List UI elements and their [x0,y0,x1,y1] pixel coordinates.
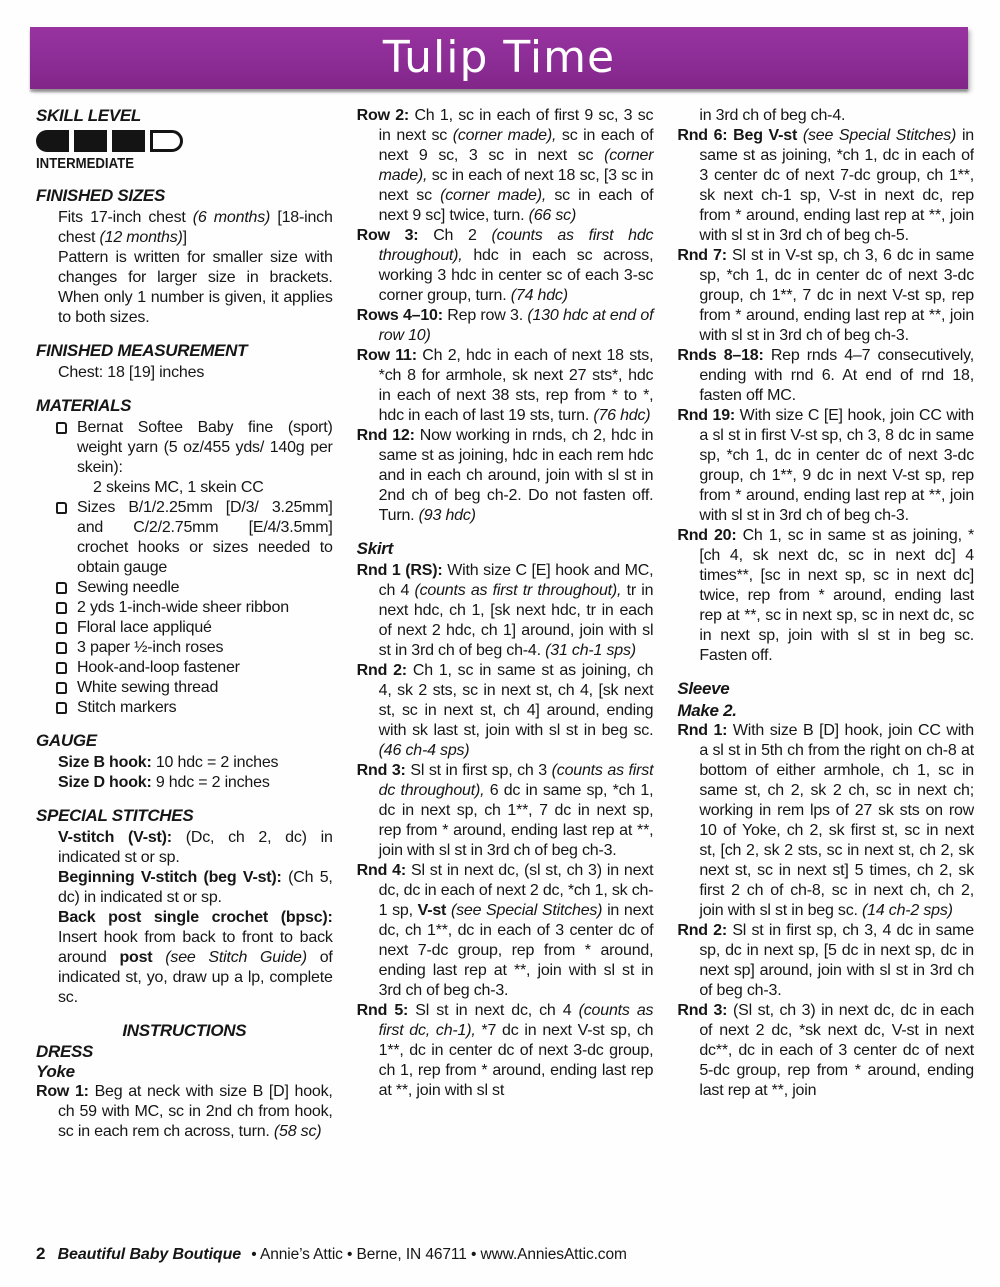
skill-segment-filled [74,130,107,152]
material-item [56,598,333,618]
text-run: Row 1: [36,1083,95,1100]
pattern-paragraph [357,106,654,226]
text-run: Pattern is written for smaller size with changes for larger size in brackets. When only 1 number is given, it applies to both sizes. [58,249,333,326]
material-item-text [77,698,333,718]
material-item-text [77,578,333,598]
column-left [36,106,333,1227]
text-run: (74 hdc) [510,287,568,304]
text-run: Rnd 19: [677,407,740,424]
material-item-text [77,598,333,618]
skill-segment-filled [36,130,69,152]
checkbox-icon [56,702,67,714]
text-run: Rnd 6: Beg V-st [677,127,803,144]
text-run: of indicated st, yo, draw up a lp, complete sc. [58,949,333,1006]
text-run: (46 ch-4 sps) [378,742,470,759]
pattern-paragraph [58,208,333,248]
text-run: (see Special Stitches) [802,127,962,144]
material-item-text [77,498,333,578]
sub-heading: Yoke [36,1062,75,1081]
text-run: [18-inch chest [58,209,333,246]
text-run: (76 hdc) [593,407,651,424]
text-run: Sl st in next dc, (sl st, ch 3) in next dc, dc in each of next 2 dc, *ch 1, sk ch-1 sp, [378,862,654,919]
pattern-paragraph [699,106,974,126]
pattern-paragraph [677,406,974,526]
text-run: Size B hook: [58,754,156,771]
section-heading: GAUGE [36,731,97,750]
text-run: Sl st in next dc, ch 4 [415,1002,579,1019]
text-run: Insert hook from back to front to back around [58,929,333,966]
text-run: (counts as first hdc throughout), [378,227,654,264]
text-run: Rnd 3: [356,762,411,779]
text-run: Ch 1, sc in same st as joining, ch 4, sk 2 sts, sc in next st, ch 4, [sk next st, sc in next st, ch 4] around, ending with sk last st, join with sl st in beg sc. [378,662,654,739]
text-run: Rnd 12: [356,427,420,444]
checkbox-icon [56,662,67,674]
material-item [56,658,333,678]
text-run: sc in each of next 18 sc, [3 sc in next sc [378,167,654,204]
text-run: Beg at neck with size B [D] hook, ch 59 with MC, sc in 2nd ch from hook, sc in each rem ch across, turn. [58,1083,333,1140]
column-middle [357,106,654,1227]
pattern-paragraph [677,526,974,666]
material-item [56,618,333,638]
text-run: (counts as first dc throughout), [378,762,654,799]
text-run: (93 hdc) [418,507,476,524]
instructions-heading: INSTRUCTIONS [122,1021,247,1040]
text-run: in 3rd ch of beg ch-4. [699,107,846,124]
text-run: Rnds 8–18: [677,347,771,364]
pattern-paragraph [58,753,333,773]
pattern-paragraph [357,1001,654,1101]
text-run: (6 months) [192,209,278,226]
text-run: in next dc, ch 1**, dc in each of 3 center dc of next 7-dc group, rep from * around, ending last rep at **, join with sl st in 3rd ch of beg ch-3. [378,902,654,999]
text-run: Rnd 2: [677,922,733,939]
section-heading: FINISHED SIZES [36,186,165,205]
material-item [56,498,333,578]
text-run: 3 paper ½-inch roses [77,639,224,656]
text-run: Rnd 1: [677,722,733,739]
material-item-text [77,638,333,658]
text-run: 2 yds 1-inch-wide sheer ribbon [77,599,289,616]
material-item-text [77,678,333,698]
pattern-paragraph [357,226,654,306]
text-run: hdc in each sc across, working 3 hdc in center sc of each 3-sc corner group, turn. [378,247,654,304]
text-run: Rnd 5: [356,1002,416,1019]
text-run: Back post single crochet (bpsc): [58,909,333,926]
material-item [56,678,333,698]
text-run: Size D hook: [58,774,156,791]
publication-title: Beautiful Baby Boutique [57,1246,242,1263]
section-heading: FINISHED MEASUREMENT [36,341,248,360]
pattern-paragraph [357,426,654,526]
pattern-paragraph [677,246,974,346]
text-run: Row 3: [356,227,434,244]
pattern-paragraph [58,868,333,908]
text-run: Rnd 20: [677,527,743,544]
pattern-paragraph [357,561,654,661]
material-item [56,698,333,718]
text-run: (corner made), [452,127,562,144]
text-run: 9 hdc = 2 inches [155,774,270,791]
text-run: *7 dc in next V-st sp, ch 1**, dc in center dc of next 3-dc group, ch 1, rep from * around, ending last rep at **, join with sl st [378,1022,654,1099]
text-run: Row 2: [356,107,415,124]
sub-heading: DRESS [36,1042,94,1061]
pattern-paragraph [677,921,974,1001]
checkbox-icon [56,642,67,654]
text-run: (Ch 5, dc) in indicated st or sp. [58,869,333,906]
skill-level-meter [36,130,333,152]
text-run: post [119,949,166,966]
section-heading: SKILL LEVEL [36,106,142,125]
text-run: ] [182,229,187,246]
text-run: Hook-and-loop fastener [77,659,240,676]
text-run: Rep row 3. [447,307,528,324]
pattern-paragraph [58,828,333,868]
text-run: (see Stitch Guide) [165,949,320,966]
pattern-paragraph [357,761,654,861]
skill-segment-filled [112,130,145,152]
text-run: Bernat Softee Baby fine (sport) weight yarn (5 oz/455 yds/ 140g per skein): [77,419,333,476]
text-run: Sl st in V-st sp, ch 3, 6 dc in same sp, *ch 1, dc in center dc of next 3-dc group, ch 1**, 7 dc in next V-st sp, rep from * around, ending last rep at **, join with sl st in 3rd ch of beg ch-3. [699,247,974,344]
section-heading: MATERIALS [36,396,132,415]
text-run: Ch 1, sc in each of first 9 sc, 3 sc in next sc [378,107,654,144]
text-run: Rnd 4: [356,862,411,879]
material-item [56,578,333,598]
skill-segment-empty [150,130,183,152]
text-run: Stitch markers [77,699,177,716]
text-run: Floral lace appliqué [77,619,212,636]
text-run: Ch 2 [433,227,492,244]
text-run: Rep rnds 4–7 consecutively, ending with rnd 6. At end of rnd 18, fasten off MC. [699,347,974,404]
checkbox-icon [56,582,67,594]
text-run: tr in next hdc, ch 1, [sk next hdc, tr in each of next 2 hdc, ch 1] around, join with sl st in 3rd ch of beg ch-4. [378,582,654,659]
title-banner [30,27,968,89]
text-run: 10 hdc = 2 inches [155,754,279,771]
section-heading: Sleeve [677,679,730,698]
pattern-paragraph [58,363,333,383]
pattern-paragraph [677,1001,974,1101]
section-heading: SPECIAL STITCHES [36,806,194,825]
text-run: (Sl st, ch 3) in next dc, dc in each of next 2 dc, *sk next dc, V-st in next dc**, dc in each of 3 center dc of next 5-dc group, rep from * around, ending last rep at **, join [699,1002,974,1099]
pattern-paragraph [357,661,654,761]
text-run: (counts as first tr throughout), [414,582,627,599]
text-run: (corner made), [378,147,654,184]
checkbox-icon [56,622,67,634]
text-run: Ch 2, hdc in each of next 18 sts, *ch 8 for armhole, sk next 27 sts*, hdc in each of next 38 sts, rep from * to *, hdc in each of last 19 sts, turn. [378,347,654,424]
text-run: With size B [D] hook, join CC with a sl st in 5th ch from the right on ch-8 at bottom of either armhole, ch 1, sc in same st, ch 2, sk 2 ch, sc in next ch; working in rem lps of 27 sk sts on row 10 of Yoke, ch 2, sk first st, sc in next st, [ch 2, sk 2 sts, sc in next st, ch 2, sk next st, sc in next st] 5 times, ch 2, sk first 2 ch of ch-8, sc in next ch, ch 2, join with sl st in beg sc. [699,722,974,919]
text-run: (12 months) [99,229,183,246]
page-title: Tulip Time [382,32,616,83]
text-run: Rows 4–10: [356,307,448,324]
text-run: V-stitch (V-st): [58,829,186,846]
text-run: Sl st in first sp, ch 3 [410,762,552,779]
text-run: Rnd 2: [356,662,413,679]
pattern-paragraph [677,126,974,246]
text-run: sc in each of next 9 sc, 3 sc in next sc [378,127,654,164]
text-run: (see Special Stitches) [450,902,608,919]
text-run: Sizes B/1/2.25mm [D/3/ 3.25mm] and C/2/2.75mm [E/4/3.5mm] crochet hooks or sizes needed to obtain gauge [77,499,333,576]
checkbox-icon [56,682,67,694]
skill-level-label: INTERMEDIATE [36,155,135,172]
text-run: Rnd 1 (RS): [356,562,448,579]
text-run: Rnd 3: [677,1002,733,1019]
pattern-paragraph [357,346,654,426]
text-run: (31 ch-1 sps) [545,642,636,659]
column-right [677,106,974,1227]
text-run: (14 ch-2 sps) [862,902,953,919]
text-run: Row 11: [356,347,423,364]
pattern-paragraph [357,306,654,346]
text-run: 6 dc in same sp, *ch 1, dc in next sp, ch 1**, 7 dc in next sp, rep from * around, ending last rep at **, join with sl st in 3rd ch of beg ch-3. [378,782,654,859]
pattern-paragraph [677,721,974,921]
pattern-paragraph [58,908,333,1008]
text-run: Ch 1, sc in same st as joining, *[ch 4, sk next dc, sc in next dc] 4 times**, [sc in next sp, sc in next dc] twice, rep from * around, ending last rep at **, sc in next sp, sc in next dc, sc in next sp, join with sl st in beg sc. Fasten off. [699,527,974,664]
material-item [56,418,333,498]
text-run: Now working in rnds, ch 2, hdc in same st as joining, hdc in each rem hdc and in each ch around, join with sl st in 2nd ch of beg ch-2. Do not fasten off. Turn. [378,427,654,524]
pattern-paragraph [58,773,333,793]
checkbox-icon [56,422,67,434]
text-run: (counts as first dc, ch-1), [378,1002,654,1039]
text-run: (130 hdc at end of row 10) [378,307,654,344]
text-run: Chest: 18 [19] inches [58,364,205,381]
text-run: V-st [417,902,451,919]
material-item-subtext: 2 skeins MC, 1 skein CC [93,479,264,496]
content-columns [36,106,974,1227]
text-run: With size C [E] hook, join CC with a sl st in first V-st sp, ch 3, 8 dc in same sp, *ch 1, dc in center dc of next 3-dc group, ch 1**, 9 dc in next V-st sp, rep from * around, ending last rep at **, join with sl st in 3rd ch of beg ch-3. [699,407,974,524]
text-run: Beginning V-stitch (beg V-st): [58,869,289,886]
checkbox-icon [56,602,67,614]
pattern-paragraph [357,861,654,1001]
text-run: Fits 17-inch chest [58,209,193,226]
text-run: sc in each of next 9 sc] twice, turn. [378,187,654,224]
pattern-paragraph [677,346,974,406]
text-run: With size C [E] hook and MC, ch 4 [378,562,654,599]
page-footer [36,1244,627,1265]
section-heading: Skirt [356,539,393,558]
text-run: (Dc, ch 2, dc) in indicated st or sp. [58,829,333,866]
text-run: (66 sc) [528,207,577,224]
text-run: in same st as joining, *ch 1, dc in each of 3 center dc of next 7-dc group, ch 1**, sk next ch-1 sp, V-st in next dc, rep from * around, ending last rep at **, join with sl st in 3rd ch of beg ch-5. [699,127,974,244]
text-run: (corner made), [440,187,555,204]
page-number: 2 [36,1244,46,1263]
text-run: Sl st in first sp, ch 3, 4 dc in same sp, dc in next sp, [5 dc in next sp, dc in next sp] around, join with sl st in 3rd ch of beg ch-3. [699,922,974,999]
checkbox-icon [56,502,67,514]
material-item [56,638,333,658]
text-run: White sewing thread [77,679,219,696]
text-run: Sewing needle [77,579,180,596]
text-run: (58 sc) [273,1123,322,1140]
pattern-paragraph [58,248,333,328]
material-item-text [77,418,333,498]
text-run: Rnd 7: [677,247,732,264]
pattern-paragraph [36,1082,333,1142]
sub-heading: Make 2. [677,701,737,720]
material-item-text [77,658,333,678]
publisher-info: • Annie’s Attic • Berne, IN 46711 • www.AnniesAttic.com [251,1246,627,1263]
material-item-text [77,618,333,638]
